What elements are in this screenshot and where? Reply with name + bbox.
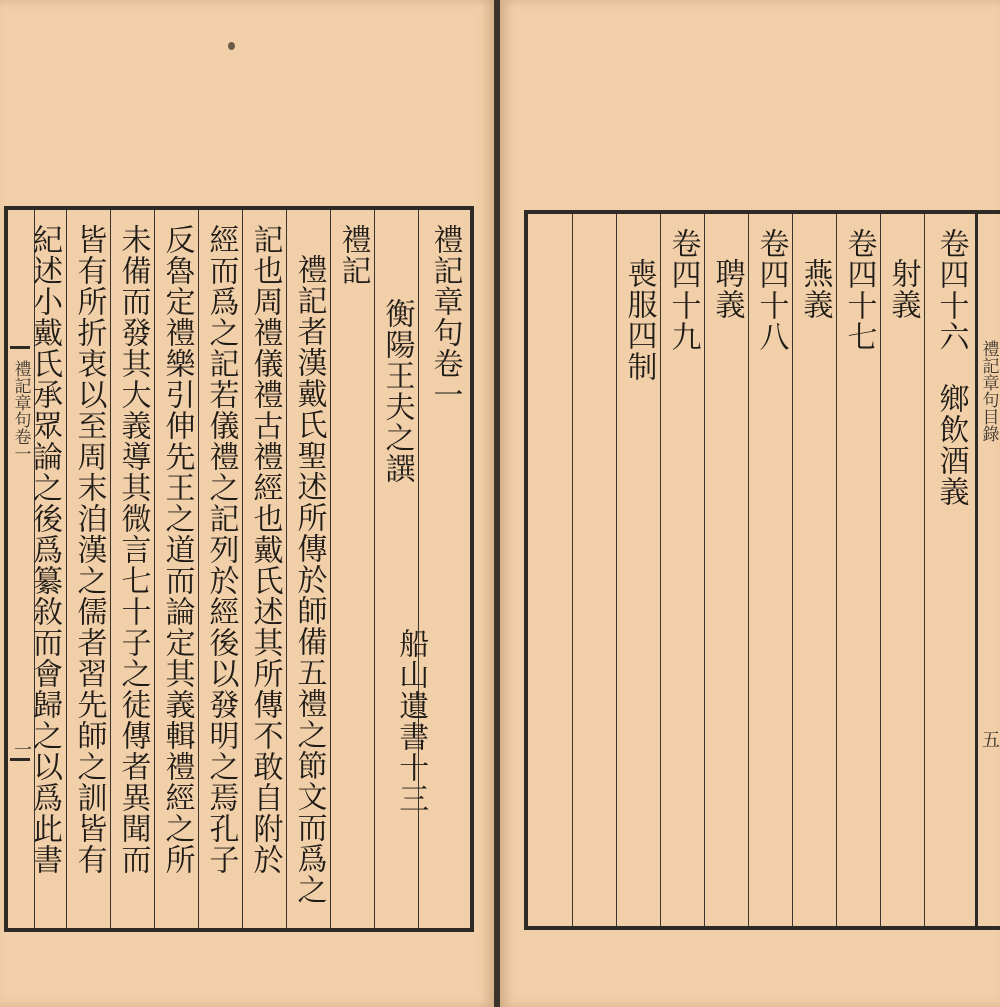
text-line: 禮記者漢戴氏聖述所傳於師備五禮之節文而爲之 — [291, 254, 327, 905]
toc-column — [616, 214, 660, 926]
toc-column — [880, 214, 924, 926]
fold-title: 禮記章句卷一 — [10, 360, 31, 462]
toc-entry: 卷四十九 — [665, 228, 701, 352]
text-column — [242, 210, 286, 928]
author-line: 衡陽王夫之譔 — [379, 298, 415, 484]
toc-entry: 喪服四制 — [621, 258, 657, 382]
column-heading — [330, 210, 374, 928]
toc-entry: 聘義 — [709, 258, 745, 320]
text-column — [110, 210, 154, 928]
text-line: 紀述小戴氏承眾論之後爲纂敘而會歸之以爲此書 — [27, 224, 62, 875]
toc-column — [704, 214, 748, 926]
volume-title: 禮記章句卷一 — [427, 224, 463, 410]
column-author — [374, 210, 429, 928]
edge-title: 禮記章句目錄 — [978, 340, 999, 442]
text-column — [154, 210, 198, 928]
toc-column — [924, 214, 976, 926]
toc-column-empty — [572, 214, 616, 926]
ink-speck — [228, 42, 235, 50]
text-column — [66, 210, 110, 928]
toc-entry: 卷四十七 — [841, 228, 877, 352]
toc-column — [836, 214, 880, 926]
text-column — [22, 210, 66, 928]
toc-entry: 射義 — [885, 258, 921, 320]
text-line: 皆有所折衷以至周末洎漢之儒者習先師之訓皆有 — [71, 224, 107, 875]
edge-page-number: 五 — [979, 730, 1000, 748]
toc-entry: 燕義 — [797, 258, 833, 320]
fold-page-number: 一 — [11, 740, 32, 758]
text-line: 反魯定禮樂引伸先王之道而論定其義輯禮經之所 — [159, 224, 195, 875]
text-column — [286, 210, 330, 928]
toc-column — [792, 214, 836, 926]
left-page — [0, 0, 494, 1007]
toc-entry: 卷四十六 鄉飲酒義 — [933, 228, 969, 507]
right-fold-margin — [975, 210, 1000, 930]
toc-column — [660, 214, 704, 926]
left-text-frame — [4, 206, 474, 932]
collection-label: 船山遺書十三 — [393, 628, 429, 814]
toc-column — [748, 214, 792, 926]
section-heading: 禮記 — [335, 224, 371, 286]
toc-entry: 卷四十八 — [753, 228, 789, 352]
text-line: 經而爲之記若儀禮之記列於經後以發明之焉孔子 — [203, 224, 239, 875]
text-line: 記也周禮儀禮古禮經也戴氏述其所傳不敢自附於 — [247, 224, 283, 875]
right-page — [500, 0, 1000, 1007]
right-text-frame — [524, 210, 1000, 930]
toc-column-empty — [528, 214, 572, 926]
column-title — [418, 210, 470, 928]
text-column — [198, 210, 242, 928]
text-line: 未備而發其大義導其微言七十子之徒傳者異聞而 — [115, 224, 151, 875]
